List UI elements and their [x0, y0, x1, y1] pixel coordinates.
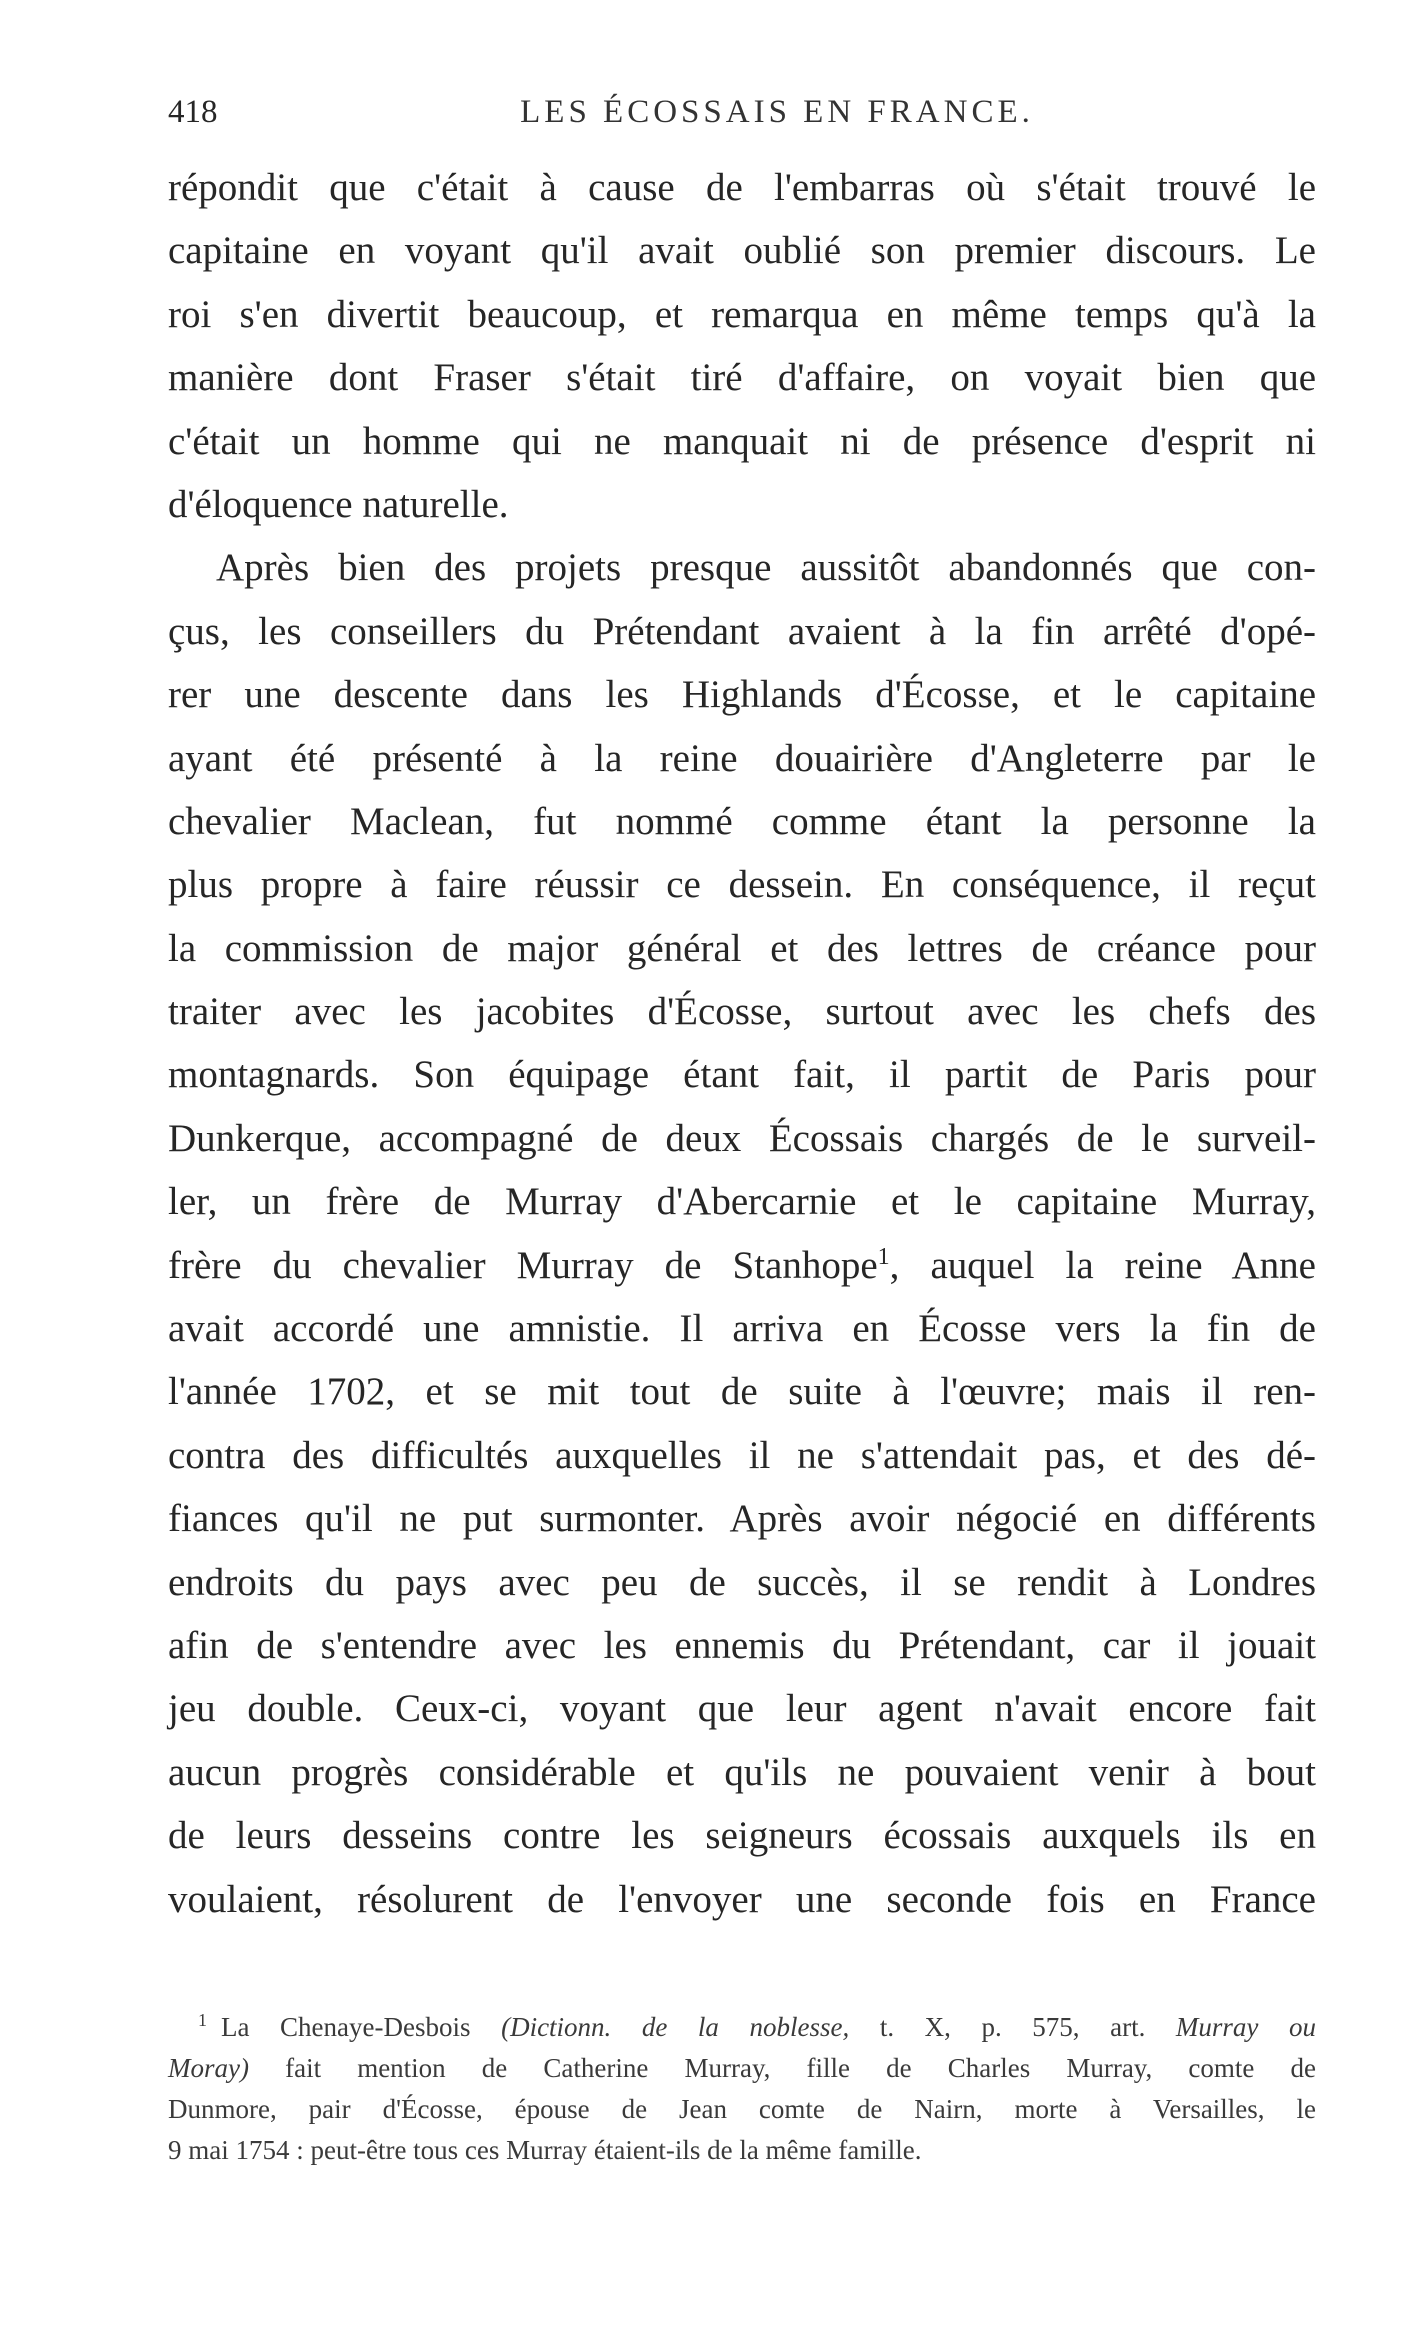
footnote-marker: 1	[198, 2010, 207, 2030]
text-line: afin de s'entendre avec les ennemis du Prétendant, car il jouait	[168, 1623, 1316, 1667]
text-line: contra des difficultés auxquelles il ne s'attendait pas, et des dé-	[168, 1433, 1316, 1477]
text-line: aucun progrès considérable et qu'ils ne pouvaient venir à bout	[168, 1750, 1316, 1794]
text-line: jeu double. Ceux-ci, voyant que leur agent n'avait encore fait	[168, 1687, 1316, 1731]
text-line: répondit que c'était à cause de l'embarras où s'était trouvé le	[168, 166, 1316, 209]
footnote-line	[168, 2048, 1316, 2089]
text-line: Après bien des projets presque aussitôt abandonnés que con-	[216, 546, 1316, 590]
text-segment: frère du chevalier Murray de Stanhope	[168, 1243, 878, 1287]
text-line: traiter avec les jacobites d'Écosse, surtout avec les chefs des	[168, 990, 1316, 1034]
text-line: rer une descente dans les Highlands d'Écosse, et le capitaine	[168, 673, 1316, 717]
page-number: 418	[168, 94, 218, 130]
footnote-citation: (Dictionn. de la noblesse,	[501, 2012, 850, 2042]
running-title: LES ÉCOSSAIS EN FRANCE.	[520, 94, 1034, 130]
footnote-citation: Moray)	[168, 2053, 249, 2083]
footnote-line: Dunmore, pair d'Écosse, épouse de Jean comte de Nairn, morte à Versailles, le	[168, 2094, 1316, 2124]
text-line: roi s'en divertit beaucoup, et remarqua en même temps qu'à la	[168, 292, 1316, 336]
footnote-line: 9 mai 1754 : peut-être tous ces Murray étaient-ils de la même famille.	[168, 2135, 922, 2165]
text-segment: , auquel la reine Anne	[889, 1243, 1316, 1287]
footnote-text: fait mention de Catherine Murray, fille de Charles Murray, comte de	[248, 2053, 1316, 2083]
text-line: avait accordé une amnistie. Il arriva en Écosse vers la fin de	[168, 1307, 1316, 1351]
text-line: chevalier Maclean, fut nommé comme étant la personne la	[168, 799, 1316, 843]
text-line: d'éloquence naturelle.	[168, 482, 509, 526]
text-line: endroits du pays avec peu de succès, il se rendit à Londres	[168, 1560, 1316, 1604]
text-line: de leurs desseins contre les seigneurs écossais auxquels ils en	[168, 1814, 1316, 1858]
footnote-reference[interactable]: 1	[877, 1243, 890, 1270]
text-line: voulaient, résolurent de l'envoyer une seconde fois en France	[168, 1877, 1316, 1921]
footnote-text: t. X, p. 575, art.	[849, 2012, 1176, 2042]
text-line: plus propre à faire réussir ce dessein. En conséquence, il reçut	[168, 863, 1316, 907]
text-line: la commission de major général et des lettres de créance pour	[168, 926, 1316, 970]
text-line-with-footnote-ref	[168, 1234, 1316, 1297]
text-line: manière dont Fraser s'était tiré d'affaire, on voyait bien que	[168, 356, 1316, 400]
footnote-text: La Chenaye-Desbois	[221, 2012, 502, 2042]
text-line: fiances qu'il ne put surmonter. Après avoir négocié en différents	[168, 1497, 1316, 1541]
page-header	[168, 94, 1316, 134]
text-line: ayant été présenté à la reine douairière d'Angleterre par le	[168, 736, 1316, 780]
text-line: capitaine en voyant qu'il avait oublié son premier discours. Le	[168, 229, 1316, 273]
text-line: c'était un homme qui ne manquait ni de présence d'esprit ni	[168, 419, 1316, 463]
footnote-line	[168, 2007, 1316, 2048]
text-line: l'année 1702, et se mit tout de suite à l'œuvre; mais il ren-	[168, 1370, 1316, 1414]
text-line: çus, les conseillers du Prétendant avaient à la fin arrêté d'opé-	[168, 609, 1316, 653]
text-line: montagnards. Son équipage étant fait, il partit de Paris pour	[168, 1053, 1316, 1097]
text-line: Dunkerque, accompagné de deux Écossais chargés de le surveil-	[168, 1116, 1316, 1160]
footnote	[168, 2007, 1316, 2171]
body-text	[168, 156, 1316, 1931]
footnote-citation: Murray ou	[1175, 2012, 1316, 2042]
text-line: ler, un frère de Murray d'Abercarnie et le capitaine Murray,	[168, 1180, 1316, 1224]
